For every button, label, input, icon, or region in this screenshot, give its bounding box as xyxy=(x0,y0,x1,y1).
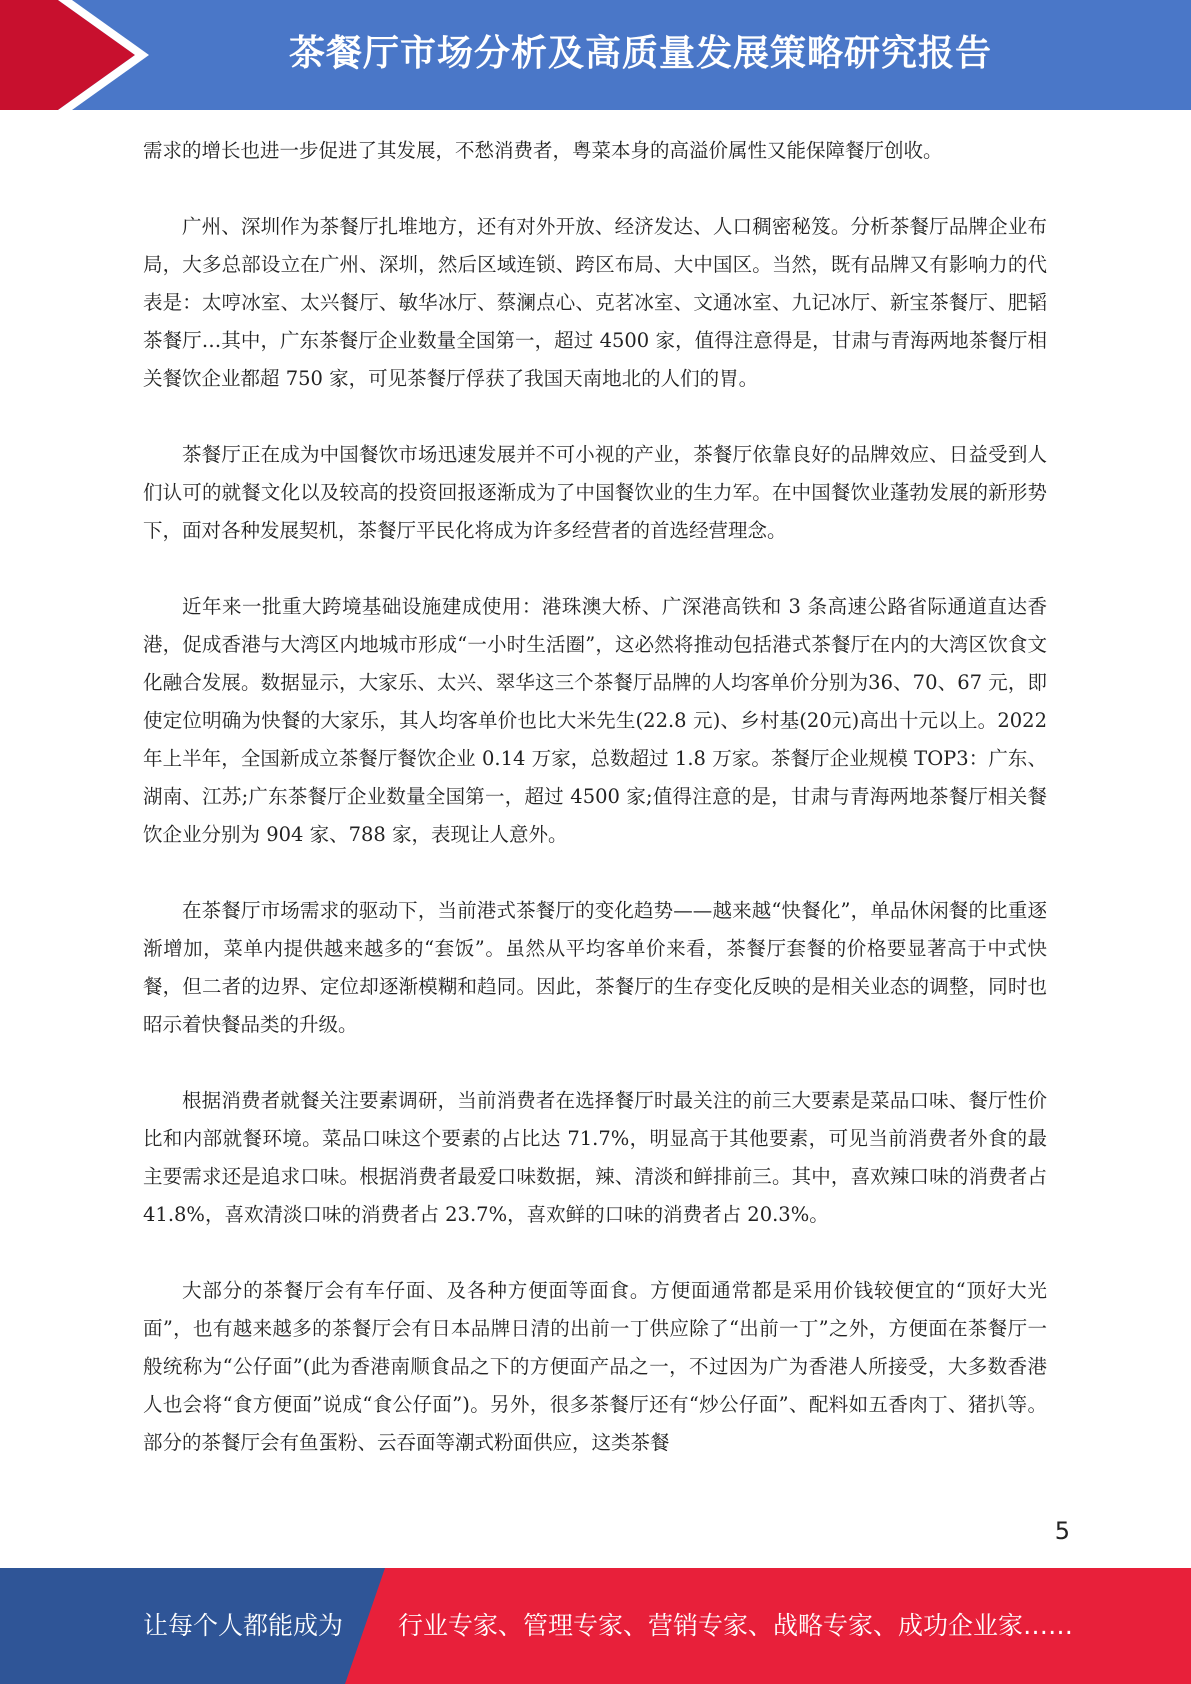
paragraph-3: 茶餐厅正在成为中国餐饮市场迅速发展并不可小视的产业，茶餐厅依靠良好的品牌效应、日益受到人们认可的就餐文化以及较高的投资回报逐渐成为了中国餐饮业的生力军。在中国餐饮业蓬勃发展的新形势下，面对各种发展契机，茶餐厅平民化将成为许多经营者的首选经营理念。 xyxy=(143,443,1047,542)
paragraph-1: 需求的增长也进一步促进了其发展，不愁消费者，粤菜本身的高溢价属性又能保障餐厅创收。 xyxy=(143,139,943,162)
paragraph-5: 在茶餐厅市场需求的驱动下，当前港式茶餐厅的变化趋势——越来越“快餐化”，单品休闲餐的比重逐渐增加，菜单内提供越来越多的“套饭”。虽然从平均客单价来看，茶餐厅套餐的价格要显著高于中式快餐，但二者的边界、定位却逐渐模糊和趋同。因此，茶餐厅的生存变化反映的是相关业态的调整，同时也昭示着快餐品类的升级。 xyxy=(143,899,1047,1036)
page-number: 5 xyxy=(1054,1517,1070,1545)
paragraph-4: 近年来一批重大跨境基础设施建成使用：港珠澳大桥、广深港高铁和 3 条高速公路省际通道直达香港，促成香港与大湾区内地城市形成“一小时生活圈”，这必然将推动包括港式茶餐厅在内的大湾区饮食文化融合发展。数据显示，大家乐、太兴、翠华这三个茶餐厅品牌的人均客单价分别为36、70、67 元，即使定位明确为快餐的大家乐，其人均客单价也比大米先生(22.8 元)、乡村基(20元)高出十元以上。2022 年上半年，全国新成立茶餐厅餐饮企业 0.14 万家，总数超过 1.8 万家。茶餐厅企业规模 TOP3：广东、湖南、江苏;广东茶餐厅企业数量全国第一，超过 4500 家;值得注意的是，甘肃与青海两地茶餐厅相关餐饮企业分别为 904 家、788 家，表现让人意外。 xyxy=(143,595,1047,846)
paragraph-2: 广州、深圳作为茶餐厅扎堆地方，还有对外开放、经济发达、人口稠密秘笈。分析茶餐厅品牌企业布局，大多总部设立在广州、深圳，然后区域连锁、跨区布局、大中国区。当然，既有品牌又有影响力的代表是：太哼冰室、太兴餐厅、敏华冰厅、蔡澜点心、克茗冰室、文通冰室、九记冰厅、新宝茶餐厅、肥韬茶餐厅…其中，广东茶餐厅企业数量全国第一，超过 4500 家，值得注意得是，甘肃与青海两地茶餐厅相关餐饮企业都超 750 家，可见茶餐厅俘获了我国天南地北的人们的胃。 xyxy=(143,215,1047,390)
document-title: 茶餐厅市场分析及高质量发展策略研究报告 xyxy=(288,33,992,74)
paragraph-6: 根据消费者就餐关注要素调研，当前消费者在选择餐厅时最关注的前三大要素是菜品口味、餐厅性价比和内部就餐环境。菜品口味这个要素的占比达 71.7%，明显高于其他要素，可见当前消费者外食的最主要需求还是追求口味。根据消费者最爱口味数据，辣、清淡和鲜排前三。其中，喜欢辣口味的消费者占 41.8%，喜欢清淡口味的消费者占 23.7%，喜欢鲜的口味的消费者占 20.3%。 xyxy=(143,1089,1047,1226)
footer-slogan-left: 让每个人都能成为 xyxy=(143,1611,344,1640)
page-header xyxy=(0,0,1191,110)
body-content xyxy=(143,132,1047,1500)
page-footer xyxy=(0,1568,1191,1684)
footer-slogan-right: 行业专家、管理专家、营销专家、战略专家、成功企业家…… xyxy=(398,1611,1074,1640)
paragraph-7: 大部分的茶餐厅会有车仔面、及各种方便面等面食。方便面通常都是采用价钱较便宜的“顶好大光面”，也有越来越多的茶餐厅会有日本品牌日清的出前一丁供应除了“出前一丁”之外，方便面在茶餐厅一般统称为“公仔面”(此为香港南顺食品之下的方便面产品之一，不过因为广为香港人所接受，大多数香港人也会将“食方便面”说成“食公仔面”)。另外，很多茶餐厅还有“炒公仔面”、配料如五香肉丁、猪扒等。部分的茶餐厅会有鱼蛋粉、云吞面等潮式粉面供应，这类茶餐 xyxy=(143,1279,1047,1454)
